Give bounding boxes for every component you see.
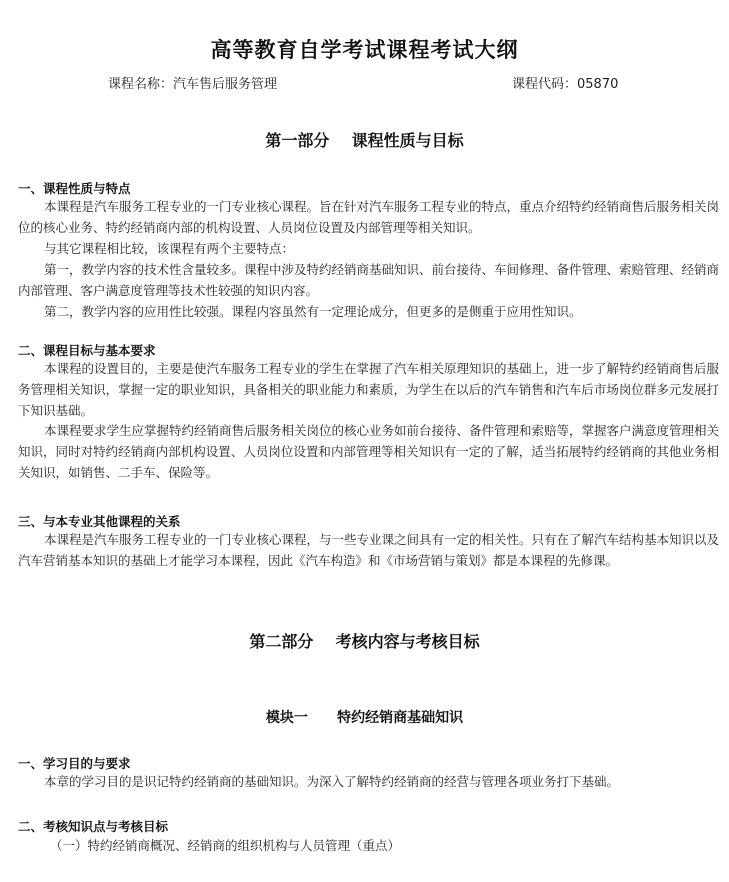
paragraph: 本章的学习目的是识记特约经销商的基础知识。为深入了解特约经销商的经营与管理各项业务打下基础。: [44, 774, 620, 789]
paragraph: 第一，教学内容的技术性含量较多。课程中涉及特约经销商基础知识、前台接待、车间修理、备件管理、索赔管理、经销商内部管理、客户满意度管理等技术性较强的知识内容。: [18, 262, 720, 298]
part1-heading: 第一部分 课程性质与目标: [265, 131, 464, 150]
section-heading: 二、考核知识点与考核目标: [18, 819, 169, 834]
paragraph: 本课程的设置目的，主要是使汽车服务工程专业的学生在掌握了汽车相关原理知识的基础上，进一步了解特约经销商售后服务管理相关知识，掌握一定的职业知识，具备相关的职业能力和素质，为学生在以后的汽车销售和汽车后市场岗位群多元发展打下知识基础。: [18, 361, 720, 418]
document-title: 高等教育自学考试课程考试大纲: [210, 37, 519, 62]
paragraph: 第二，教学内容的应用性比较强。课程内容虽然有一定理论成分，但更多的是侧重于应用性知识。: [44, 304, 582, 319]
course-name: 课程名称：汽车售后服务管理: [108, 77, 278, 92]
paragraph: 本课程要求学生应掌握特约经销商售后服务相关岗位的核心业务如前台接待、备件管理和索赔等，掌握客户满意度管理相关知识，同时对特约经销商内部机构设置、人员岗位设置和内部管理等相关知识有一定的了解，适当拓展特约经销商的其他业务相关知识，如销售、二手车、保险等。: [18, 423, 720, 480]
paragraph: 与其它课程相比较，该课程有两个主要特点：: [44, 241, 295, 256]
part2-heading: 第二部分 考核内容与考核目标: [249, 632, 480, 651]
paragraph: 本课程是汽车服务工程专业的一门专业核心课程。旨在针对汽车服务工程专业的特点，重点介绍特约经销商售后服务相关岗位的核心业务、特约经销商内部的机构设置、人员岗位设置及内部管理等相关知识。: [18, 199, 720, 235]
course-code: 课程代码：05870: [512, 77, 619, 92]
section-heading: 一、学习目的与要求: [18, 756, 131, 771]
section-heading: 三、与本专业其他课程的关系: [18, 514, 181, 529]
knowledge-point-item: （一）特约经销商概况、经销商的组织机构与人员管理（重点）: [50, 838, 401, 853]
module-heading: 模块一 特约经销商基础知识: [265, 710, 464, 726]
section-heading: 二、课程目标与基本要求: [18, 343, 156, 358]
paragraph: 本课程是汽车服务工程专业的一门专业核心课程，与一些专业课之间具有一定的相关性。只有在了解汽车结构基本知识以及汽车营销基本知识的基础上才能学习本课程，因此《汽车构造》和《市场营销与策划》都是本课程的先修课。: [18, 532, 720, 568]
section-heading: 一、课程性质与特点: [18, 181, 131, 196]
